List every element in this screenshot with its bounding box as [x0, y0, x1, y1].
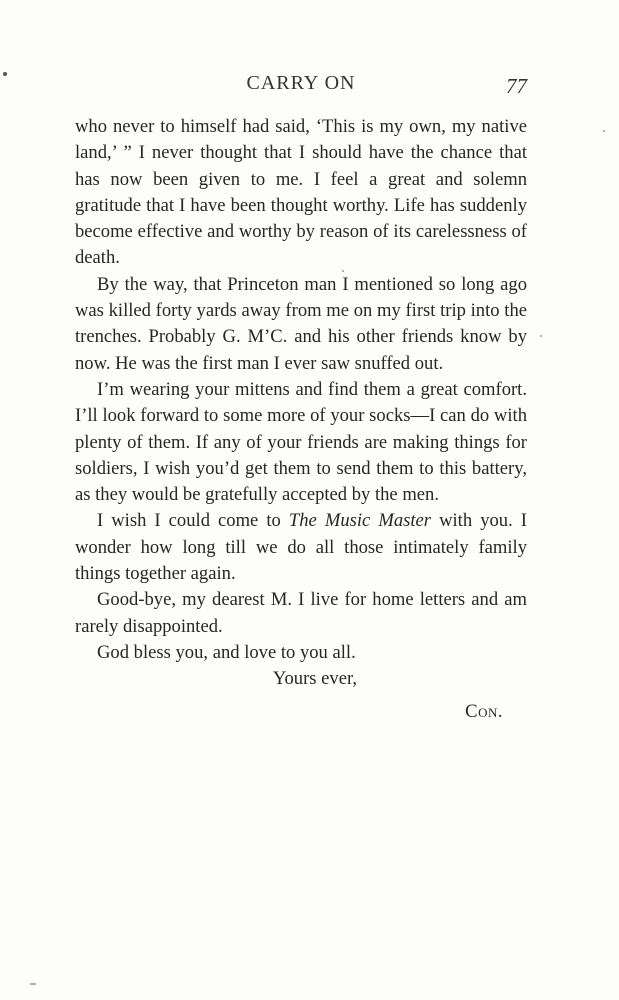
scan-speck [603, 130, 605, 132]
scan-speck [540, 335, 542, 337]
paragraph-5: Good-bye, my dearest M. I live for home letters and am rarely disappointed. [75, 589, 527, 637]
scan-speck [342, 270, 344, 272]
signature: Con. [465, 700, 503, 722]
paragraph-1: who never to himself had said, ‘This is my own, my native land,’ ” I never thought that I should have the chance that has now been given to me. I feel a great and solemn gratitude that I have been thought worthy. Life has suddenly become effective and worthy by reason of its carelessness of death. [75, 116, 527, 269]
paragraph-4-start: I wish I could come to [97, 510, 289, 532]
letter-body [75, 114, 527, 725]
paragraph-6: God bless you, and love to you all. [97, 641, 356, 663]
running-title: CARRY ON [246, 72, 356, 94]
paragraph-3: I’m wearing your mittens and find them a great comfort. I’ll look forward to some more of your socks—I can do with plenty of them. If any of your friends are making things for soldiers, I wish you’d get them to send them to this battery, as they would be gratefully accepted by the men. [75, 378, 527, 506]
paragraph-4-end: with you. I wonder how long till we do all those intimately family things together again. [75, 510, 527, 585]
page-number: 77 [506, 74, 527, 98]
paragraph-2: By the way, that Princeton man I mentioned so long ago was killed forty yards away from me on my first trip into the trenches. Probably G. M’C. and his other friends know by now. He was the first man I ever saw snuffed out. [75, 273, 527, 374]
paragraph-4 [75, 508, 527, 587]
closing-salutation: Yours ever, [272, 668, 358, 690]
play-title: The Music Master [288, 510, 432, 532]
scan-speck [30, 983, 36, 985]
page-header [75, 72, 527, 102]
scan-speck [3, 72, 7, 76]
